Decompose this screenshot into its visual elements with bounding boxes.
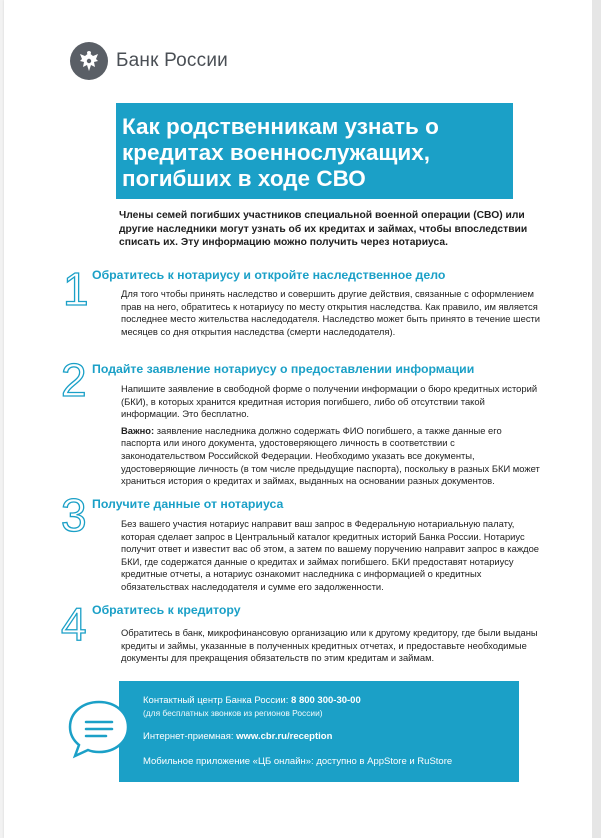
page-title: Как родственникам узнать о кредитах военнослужащих, погибших в ходе СВО: [122, 114, 439, 191]
contact-center-line: [143, 694, 513, 707]
step-3-paragraph: Без вашего участия нотариус направит ваш запрос в Федеральную нотариальную палату, которая сделает запрос в Центральный каталог кредитных историй Банка России. Нотариус получит ответ и известит вас об этом, а затем по вашему поручению направит запрос в каждое БКИ, где содержатся данные о кредитах и займах погибшего. БКИ предоставят нотариусу кредитные отчеты, а нотариус ознакомит наследника с информацией о кредитных обязательствах наследодателя и сумме его задолженности.: [121, 518, 539, 592]
step-2-paragraph-2: [121, 425, 541, 488]
step-1-paragraph: Для того чтобы принять наследство и совершить другие действия, связанные с оформлением прав на него, обратитесь к нотариусу по месту открытия наследства. Как правило, им является последнее место жительства наследодателя. Наследство может быть принято в течение шести месяцев со дня открытия наследства (смерти наследодателя).: [121, 288, 541, 337]
step-body-3: [121, 518, 541, 598]
reception-label: Интернет-приемная:: [143, 731, 237, 742]
step-number-2: 2: [61, 354, 87, 406]
step-heading-2: Подайте заявление нотариусу о предоставлении информации: [92, 362, 475, 376]
bank-logo: [70, 42, 228, 80]
reception-link[interactable]: www.cbr.ru/reception: [236, 731, 333, 742]
important-label: Важно:: [121, 424, 155, 436]
contact-center-note: (для бесплатных звонков из регионов России): [143, 708, 323, 718]
page-edge: [592, 0, 601, 838]
step-number-3: 3: [61, 489, 87, 541]
step-heading-4: Обратитесь к кредитору: [92, 603, 241, 617]
bank-name: Банк России: [116, 50, 228, 71]
contact-center-phone[interactable]: 8 800 300-30-00: [291, 695, 361, 706]
step-4-paragraph: Обратитесь в банк, микрофинансовую организацию или к другому кредитору, где были выданы кредиты и займы, указанные в полученных кредитных отчетах, и предоставьте необходимые документы для прекращения обязательств по этим кредитам и займам.: [121, 627, 538, 664]
step-2-paragraph-1: Напишите заявление в свободной форме о получении информации о бюро кредитных историй (БКИ), в которых хранится кредитная история погибшего, либо об отсутствии такой информации. Это бесплатно.: [121, 383, 538, 420]
mobile-app-line: Мобильное приложение «ЦБ онлайн»: доступно в AppStore и RuStore: [143, 756, 453, 767]
bank-emblem-icon: [70, 42, 108, 80]
step-heading-3: Получите данные от нотариуса: [92, 497, 284, 511]
reception-line: [143, 730, 513, 743]
important-text: заявление наследника должно содержать ФИО погибшего, а также данные его паспорта или иного документа, удостоверяющего личность в соответствии с законодательством Российской Федерации. Необходимо указать все документы, удостоверяющие личность (в том числе предыдущие паспорта), поскольку в разных БКИ может храниться история о кредитах и займах, выданных на основании разных документов.: [121, 424, 540, 487]
contact-info: [143, 694, 513, 768]
contact-center-label: Контактный центр Банка России:: [143, 695, 292, 706]
step-number-1: 1: [63, 263, 89, 315]
intro-text: Члены семей погибших участников специальной военной операции (СВО) или другие наследники могут узнать об их кредитах и займах, чтобы впоследствии списать их. Эту информацию можно получить через нотариуса.: [119, 210, 528, 249]
step-body-4: [121, 627, 541, 669]
step-heading-1: Обратитесь к нотариусу и откройте наследственное дело: [92, 268, 446, 282]
step-body-2: [121, 383, 541, 492]
chat-bubble-icon: [66, 698, 132, 765]
step-number-4: 4: [61, 598, 87, 650]
step-body-1: [121, 288, 541, 342]
